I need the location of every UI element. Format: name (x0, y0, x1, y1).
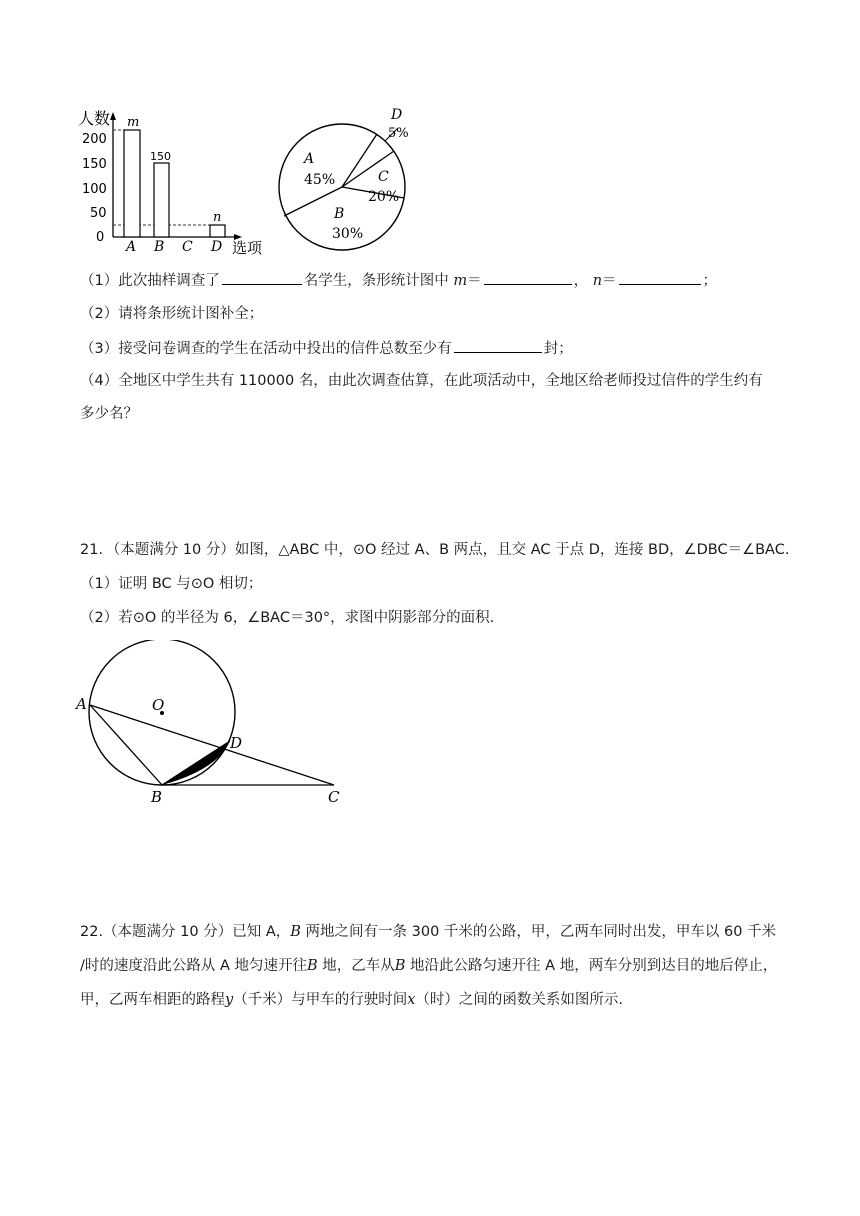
q21-part2: （2）若⊙O 的半径为 6，∠BAC＝30°，求图中阴影部分的面积. (80, 610, 495, 626)
q20-part4-line2: 多少名？ (80, 406, 138, 422)
q22-l2-c: 地沿此公路匀速开往 A 地，两车分别到达目的地后停止， (405, 958, 778, 974)
ytick-0: 0 (96, 230, 105, 245)
var-m: m (453, 273, 468, 289)
pie-label-d: D (391, 107, 403, 123)
q22-line2 (80, 956, 777, 976)
answer-blank-letters[interactable] (454, 338, 542, 353)
pie-percent-a: 45% (304, 172, 336, 188)
pie-chart (270, 100, 420, 260)
label-o: O (152, 696, 165, 714)
bar-chart-xlabel: 选项 (232, 239, 263, 257)
answer-blank-m[interactable] (484, 270, 572, 285)
q20-p1-end: ； (702, 273, 718, 289)
var-y: y (225, 992, 234, 1008)
pie-label-b: B (334, 206, 345, 222)
ytick-200: 200 (82, 132, 107, 147)
q22-l1-a: 22.（本题满分 10 分）已知 A， (80, 924, 291, 940)
bar-b (154, 163, 169, 237)
q21-part1: （1）证明 BC 与⊙O 相切； (80, 576, 263, 592)
q20-p1-comma: ， (573, 273, 589, 289)
category-b: B (154, 239, 165, 255)
pie-percent-b: 30% (332, 226, 364, 242)
bar-label-m: m (127, 115, 140, 130)
bar-chart (70, 100, 280, 260)
q22-line3 (80, 990, 623, 1010)
category-c: C (182, 239, 193, 255)
ytick-100: 100 (82, 182, 107, 197)
pie-percent-d: 5% (388, 126, 409, 141)
q21-title: 21．（本题满分 10 分）如图，△ABC 中，⊙O 经过 A、B 两点，且交 AC 于点 D，连接 BD，∠DBC＝∠BAC. (80, 542, 790, 558)
q20-part3 (80, 338, 573, 359)
y-axis-arrow (110, 112, 116, 120)
bar-label-n: n (213, 210, 222, 225)
q20-part2: （2）请将条形统计图补全； (80, 306, 264, 322)
q22-l3-b: （千米）与甲车的行驶时间 (233, 992, 408, 1008)
pie-percent-c: 20% (368, 189, 400, 205)
q22-l2-b-var2: B (394, 958, 406, 974)
q21-figure (72, 640, 347, 805)
q20-p3-text-b: 封； (543, 341, 573, 357)
label-b: B (151, 788, 163, 805)
answer-blank-students[interactable] (222, 270, 302, 285)
var-n: n (592, 273, 603, 289)
category-d: D (211, 239, 223, 255)
q20-part4-line1: （4）全地区中学生共有 110000 名，由此次调查估算，在此项活动中，全地区给老师投过信件的学生约有 (80, 373, 763, 389)
bar-label-150: 150 (150, 150, 171, 163)
q20-p1-text-b: 名学生，条形统计图中 (303, 273, 454, 289)
q22-l2-b: 地，乙车从 (317, 958, 395, 974)
q22-line1 (80, 922, 776, 942)
category-a: A (126, 239, 137, 255)
label-a: A (76, 695, 87, 713)
q20-p1-eq1: ＝ (467, 273, 482, 289)
var-x: x (407, 992, 416, 1008)
q20-p3-text-a: （3）接受问卷调查的学生在活动中投出的信件总数至少有 (80, 341, 452, 357)
q20-p1-eq2: ＝ (602, 273, 617, 289)
pie-label-a: A (304, 151, 315, 167)
q22-l2-b-var: B (307, 958, 318, 974)
label-c: C (328, 788, 340, 805)
bar-d (210, 225, 225, 237)
label-d: D (230, 734, 243, 752)
q20-part1 (80, 270, 717, 291)
q22-l2-a: /时的速度沿此公路从 A 地匀速开往 (80, 958, 308, 974)
bar-chart-ylabel: 人数 (78, 109, 111, 128)
answer-blank-n[interactable] (619, 270, 701, 285)
ytick-150: 150 (82, 157, 107, 172)
pie-label-c: C (378, 169, 389, 185)
bar-a (124, 130, 140, 237)
q22-l3-c: （时）之间的函数关系如图所示. (415, 992, 623, 1008)
q22-l1-b-var: B (290, 924, 301, 940)
q22-l3-a: 甲，乙两车相距的路程 (80, 992, 225, 1008)
ytick-50: 50 (90, 206, 107, 221)
q22-l1-b: 两地之间有一条 300 千米的公路，甲，乙两车同时出发，甲车以 60 千米 (300, 924, 777, 940)
q20-p1-text-a: （1）此次抽样调查了 (80, 273, 220, 289)
